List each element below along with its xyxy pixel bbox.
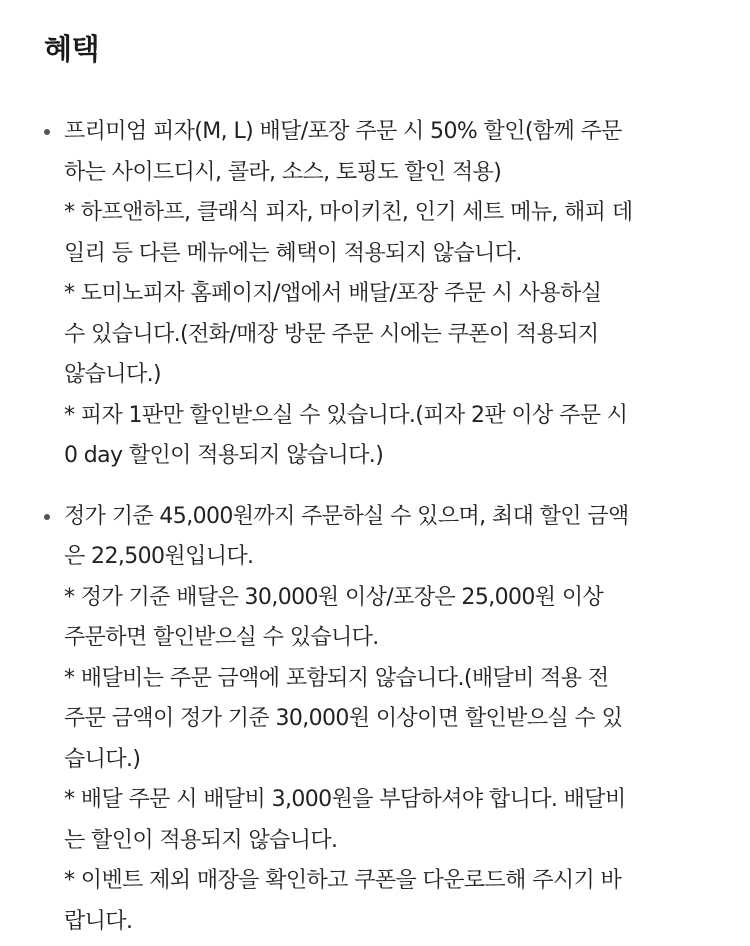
benefit-note-line: 0 day 할인이 적용되지 않습니다.)	[64, 443, 384, 468]
benefit-note-line: * 배달비는 주문 금액에 포함되지 않습니다.(배달비 적용 전	[64, 665, 609, 691]
benefit-note-line: * 이벤트 제외 매장을 확인하고 쿠폰을 다운로드해 주시기 바	[64, 868, 622, 893]
benefit-text-line: 하는 사이드디시, 콜라, 소스, 토핑도 할인 적용)	[64, 159, 502, 185]
benefit-note-line: 일리 등 다른 메뉴에는 혜택이 적용되지 않습니다.	[64, 240, 522, 266]
benefit-note-line: 주문 금액이 정가 기준 30,000원 이상이면 할인받으실 수 있	[64, 706, 623, 731]
benefit-note-line: * 하프앤하프, 클래식 피자, 마이키친, 인기 세트 메뉴, 해피 데	[64, 200, 633, 225]
benefit-note-line: * 피자 1판만 할인받으실 수 있습니다.(피자 2판 이상 주문 시	[64, 402, 628, 428]
bullet-icon	[44, 514, 50, 520]
benefit-text-line: 정가 기준 45,000원까지 주문하실 수 있으며, 최대 할인 금액	[64, 503, 629, 529]
benefit-note-line: * 도미노피자 홈페이지/앱에서 배달/포장 주문 시 사용하실	[64, 281, 602, 306]
benefit-note-line: 수 있습니다.(전화/매장 방문 주문 시에는 쿠폰이 적용되지	[64, 321, 599, 347]
benefit-note-line: * 배달 주문 시 배달비 3,000원을 부담하셔야 합니다. 배달비	[64, 787, 626, 812]
benefit-text-line: 은 22,500원입니다.	[64, 544, 254, 569]
benefit-note-line: 주문하면 할인받으실 수 있습니다.	[64, 625, 379, 650]
bullet-icon	[44, 129, 50, 135]
benefit-item-order-limit	[44, 497, 710, 943]
benefit-text-line: 프리미엄 피자(M, L) 배달/포장 주문 시 50% 할인(함께 주문	[64, 119, 622, 144]
benefit-list	[44, 112, 710, 942]
benefit-note-line: 않습니다.)	[64, 362, 161, 387]
benefit-note-line: * 정가 기준 배달은 30,000원 이상/포장은 25,000원 이상	[64, 584, 604, 610]
benefit-item-discount	[44, 112, 710, 477]
section-title: 혜택	[44, 32, 100, 66]
benefit-note-line: 는 할인이 적용되지 않습니다.	[64, 827, 338, 853]
benefit-note-line: 랍니다.	[64, 908, 133, 934]
benefit-note-line: 습니다.)	[64, 746, 141, 772]
